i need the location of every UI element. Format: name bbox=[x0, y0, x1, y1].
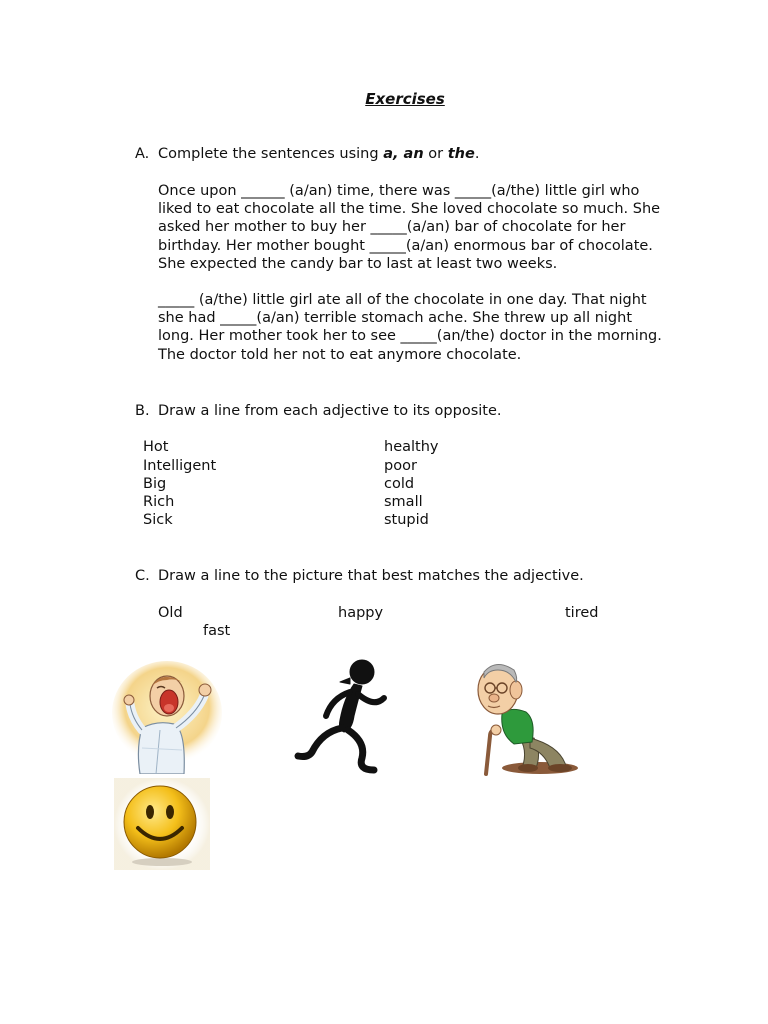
story-paragraph-1 bbox=[158, 182, 718, 273]
section-b-letter: B. bbox=[135, 403, 150, 419]
adjective-right: healthy bbox=[384, 439, 439, 455]
adjective-right: poor bbox=[384, 458, 417, 474]
match-word-old: Old bbox=[158, 605, 183, 621]
adjective-right: stupid bbox=[384, 512, 429, 528]
section-a-instruction bbox=[158, 145, 479, 163]
instruction-word-a-an: a, an bbox=[383, 146, 424, 162]
match-word-happy: happy bbox=[338, 605, 384, 621]
story-line: She expected the candy bar to last at least two weeks. bbox=[158, 255, 558, 272]
instruction-suffix: . bbox=[474, 146, 480, 162]
smiley-face-picture bbox=[114, 778, 210, 870]
story-line: liked to eat chocolate all the time. She loved chocolate so much. She bbox=[158, 201, 661, 218]
section-b-instruction: Draw a line from each adjective to its opposite. bbox=[158, 403, 502, 419]
adjective-left: Big bbox=[143, 476, 167, 492]
section-c-letter: C. bbox=[135, 568, 150, 584]
story-line: Once upon ______ (a/an) time, there was _____(a/the) little girl who bbox=[158, 183, 640, 199]
instruction-word-the: the bbox=[447, 146, 475, 162]
instruction-word-or: or bbox=[423, 146, 448, 162]
story-paragraph-2 bbox=[158, 291, 718, 364]
adjective-left: Sick bbox=[143, 512, 173, 528]
story-line: asked her mother to buy her _____(a/an) bar of chocolate for her bbox=[158, 219, 626, 236]
story-line: she had _____(a/an) terrible stomach ache. She threw up all night bbox=[158, 310, 633, 327]
instruction-prefix: Complete the sentences using bbox=[158, 146, 384, 162]
page-title: Exercises bbox=[365, 90, 445, 108]
adjective-left: Hot bbox=[143, 439, 169, 455]
adjective-right: small bbox=[384, 494, 423, 510]
story-line: The doctor told her not to eat anymore chocolate. bbox=[158, 346, 522, 363]
old-man-picture bbox=[470, 656, 582, 778]
match-word-fast: fast bbox=[203, 623, 231, 639]
match-word-tired: tired bbox=[565, 605, 599, 621]
adjective-right: cold bbox=[384, 476, 415, 492]
adjective-left: Intelligent bbox=[143, 458, 217, 474]
adjective-left: Rich bbox=[143, 494, 175, 510]
tired-man-picture bbox=[112, 658, 222, 774]
story-line: _____ (a/the) little girl ate all of the chocolate in one day. That night bbox=[158, 292, 647, 308]
story-line: long. Her mother took her to see _____(an/the) doctor in the morning. bbox=[158, 328, 662, 345]
running-man-picture bbox=[292, 658, 390, 776]
story-line: birthday. Her mother bought _____(a/an) enormous bar of chocolate. bbox=[158, 237, 653, 254]
section-a-letter: A. bbox=[135, 146, 150, 162]
section-c-instruction: Draw a line to the picture that best matches the adjective. bbox=[158, 568, 584, 584]
